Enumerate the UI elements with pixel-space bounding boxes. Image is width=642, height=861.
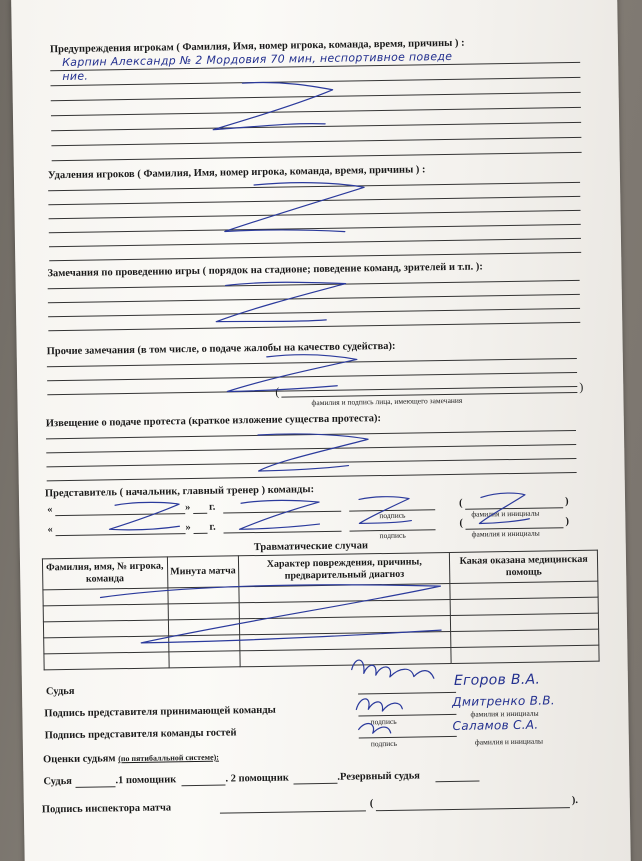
strike-z-rep-1	[109, 502, 179, 530]
other-remarks-heading: Прочие замечания (в том числе, о подаче жалобы на качество судейства):	[46, 340, 396, 358]
strike-z-rep-2	[239, 500, 319, 530]
warnings-heading: Предупреждения игрокам ( Фамилия, Имя, номер игрока, команда, время, причины ) :	[49, 37, 465, 56]
protest-heading: Извещение о подаче протеста (краткое изложение существа протеста):	[45, 413, 382, 430]
representative-heading: Представитель ( начальник, главный тренер ) команды:	[44, 484, 315, 500]
other-remarks-sign-caption: фамилия и подпись лица, имеющего замечания	[311, 395, 463, 408]
ink-marks	[11, 0, 631, 861]
inspector-label: Подпись инспектора матча	[41, 802, 172, 816]
remarks-heading: Замечания по проведению игры ( порядок на стадионе; поведение команд, зрителей и т.п. ):	[47, 261, 483, 280]
away-rep-label: Подпись представителя команды гостей	[44, 727, 237, 742]
home-rep-name: Дмитренко В.В.	[452, 693, 556, 709]
match-report-page: Предупреждения игрокам ( Фамилия, Имя, номер игрока, команда, время, причины ) : Карпин Александр № 2 Мордовия 70 мин, неспортивное поведе ние. Удаления игроков ( Фамилия, Имя, номер игрока, команда, время, причины ) : Замечания по проведению игры ( порядок на стадионе; поведение команд, зрителей и т.п. ): Прочие замечания (в том числе, о подаче жалобы на качество судейства): ( ) фамилия и подпись лица, имеющего замечания Извещение о подаче протеста (краткое изложение существа протеста): Представитель ( начальник, главный тренер ) команды: « » г. подпись ( фамилия и инициалы ) « » г. подпись ( фамилия и инициалы ) Травматические случаи Фамилия, имя, № игрока, команда Минута матча Характер повреждения, причины, предварительный диагноз Какая оказана медицинская помощь Судья Егоров В.А. Подпись представителя принимающей команды подпись Дмитренко В.В. фамилия и инициалы Подпись представителя команды гостей подпись Саламов С.А. фамилия и инициалы Оценки судьям (по пятибалльной системе): Судья .1 помощник . 2 помощник .Резервный судья Подпись инспектора матча ( ).	[11, 0, 631, 861]
strike-z-rep-4	[479, 493, 529, 524]
away-rep-name: Саламов С.А.	[452, 717, 539, 733]
strike-z-rep-3	[359, 496, 411, 523]
referee-signature	[352, 659, 434, 680]
warnings-entry-line2: ние.	[62, 69, 89, 84]
home-signature	[356, 698, 402, 711]
other-remarks-paren-open: (	[275, 384, 280, 399]
referee-name: Егоров В.А.	[453, 671, 541, 689]
col-player: Фамилия, имя, № игрока, команда	[42, 557, 167, 590]
strike-z-warnings	[212, 81, 333, 129]
col-injury: Характер повреждения, причины, предварительный диагноз	[239, 552, 450, 586]
strike-z-other	[227, 354, 358, 392]
strike-z-injuries	[100, 583, 441, 644]
referee-label: Судья	[45, 685, 75, 698]
away-signature	[359, 723, 391, 733]
col-aid: Какая оказана медицинская помощь	[450, 550, 598, 583]
injuries-title: Травматические случаи	[253, 540, 369, 554]
warnings-entry-line1: Карпин Александр № 2 Мордовия 70 мин, неспортивное поведе	[62, 49, 453, 70]
sendoffs-heading: Удаления игроков ( Фамилия, Имя, номер игрока, команда, время, причины ) :	[47, 164, 426, 182]
strike-z-protest	[258, 433, 369, 471]
strike-z-remarks	[216, 281, 347, 322]
home-rep-label: Подпись представителя принимающей команды	[44, 704, 276, 720]
col-minute: Минута матча	[167, 556, 239, 588]
grades-heading: Оценки судьям (по пятибалльной системе):	[42, 752, 219, 766]
strike-z-sendoffs	[224, 182, 365, 234]
other-remarks-paren-close: )	[579, 379, 584, 394]
